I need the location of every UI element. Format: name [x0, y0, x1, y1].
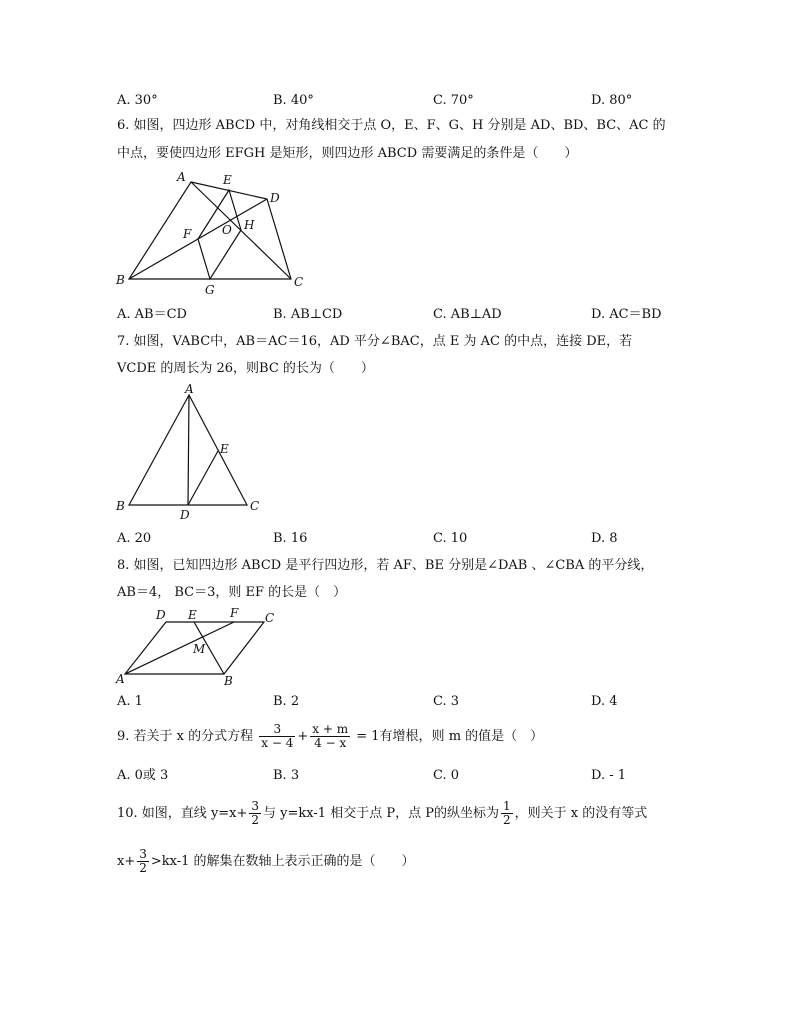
q9-option-a[interactable]: A. 0或 3 — [117, 768, 169, 783]
q6-label-a: A — [177, 170, 186, 184]
q7-label-e: E — [220, 442, 229, 456]
q7-segment-de — [188, 451, 218, 505]
q8-label-e: E — [188, 608, 197, 622]
q10-frac2-num: 1 — [502, 799, 511, 813]
q6-label-f: F — [183, 227, 192, 241]
q8-label-m: M — [193, 642, 206, 656]
q6-text-line2: 中点，要使四边形 EFGH 是矩形，则四边形 ABCD 需要满足的条件是（ ） — [117, 146, 578, 161]
q8-figure — [112, 603, 282, 693]
q7-figure — [110, 383, 270, 523]
q5-option-c[interactable]: C. 70° — [433, 93, 474, 108]
q10-suffix: ，则关于 x 的没有等式 — [514, 806, 648, 821]
q8-option-a[interactable]: A. 1 — [117, 694, 143, 709]
q10-line2-fraction — [137, 848, 149, 875]
q7-text-line2: VCDE 的周长为 26，则BC 的长为（ ） — [117, 361, 374, 376]
q6-text-line1: 6. 如图，四边形 ABCD 中，对角线相交于点 O，E、F、G、H 分别是 AD、BD、BC、AC 的 — [117, 118, 666, 133]
q9-frac1-den: x − 4 — [261, 736, 294, 750]
q5-option-b[interactable]: B. 40° — [273, 93, 314, 108]
q10-line2-frac-num: 3 — [139, 847, 147, 861]
q10-prefix: 10. 如图，直线 y=x+ — [117, 806, 248, 821]
q9-option-b[interactable]: B. 3 — [273, 768, 300, 783]
q9-plus: + — [297, 729, 309, 744]
q9-frac2-den: 4 − x — [314, 736, 347, 750]
q5-option-a[interactable]: A. 30° — [117, 93, 158, 108]
q9-option-d[interactable]: D. - 1 — [591, 768, 627, 783]
q6-label-b: B — [116, 273, 125, 287]
q5-option-d[interactable]: D. 80° — [591, 93, 633, 108]
q8-text-line1: 8. 如图，已知四边形 ABCD 是平行四边形，若 AF、BE 分别是∠DAB 、∠CBA 的平分线， — [117, 558, 654, 573]
q8-label-c: C — [265, 611, 275, 625]
q6-option-c[interactable]: C. AB⊥AD — [433, 307, 502, 322]
q8-option-b[interactable]: B. 2 — [273, 694, 300, 709]
q10-text-line1 — [117, 797, 647, 831]
q9-option-c[interactable]: C. 0 — [433, 768, 460, 783]
q6-option-d[interactable]: D. AC＝BD — [591, 307, 662, 322]
q7-label-c: C — [250, 499, 260, 513]
q7-label-b: B — [116, 499, 125, 513]
q6-label-h: H — [244, 218, 255, 232]
q8-label-d: D — [156, 608, 166, 622]
q8-label-f: F — [230, 606, 239, 620]
q7-label-a: A — [185, 382, 194, 396]
q6-label-c: C — [294, 275, 304, 289]
q6-label-o: O — [222, 223, 232, 237]
q10-frac-den: 2 — [251, 813, 260, 827]
q8-label-a: A — [116, 672, 125, 686]
q6-option-b[interactable]: B. AB⊥CD — [273, 307, 343, 322]
q9-fraction-2 — [310, 723, 350, 750]
q9-suffix: = 1有增根，则 m 的值是（ ） — [356, 729, 544, 744]
q8-option-c[interactable]: C. 3 — [433, 694, 460, 709]
q10-text-line2 — [117, 845, 415, 879]
q8-text-line2: AB＝4， BC＝3，则 EF 的长是（ ） — [117, 585, 347, 600]
q10-fraction-1 — [249, 800, 261, 827]
q7-label-d: D — [180, 508, 190, 522]
q6-label-d: D — [270, 191, 280, 205]
q6-quad-efgh — [198, 190, 241, 279]
q8-label-b: B — [224, 674, 233, 688]
q7-option-b[interactable]: B. 16 — [273, 531, 308, 546]
q7-text-line1: 7. 如图，VABC中，AB＝AC＝16，AD 平分∠BAC，点 E 为 AC 的中点，连接 DE，若 — [117, 334, 633, 349]
q9-frac2-num: x + m — [312, 722, 349, 736]
q6-option-a[interactable]: A. AB＝CD — [117, 307, 187, 322]
q7-option-d[interactable]: D. 8 — [591, 531, 618, 546]
q9-fraction-1 — [259, 723, 295, 750]
q10-line2-frac-den: 2 — [139, 861, 147, 875]
q10-line2-suffix: >kx-1 的解集在数轴上表示正确的是（ ） — [150, 854, 415, 869]
q9-frac1-num: 3 — [259, 723, 295, 737]
q9-text — [117, 719, 543, 755]
q7-option-a[interactable]: A. 20 — [117, 531, 152, 546]
q6-label-e: E — [223, 173, 232, 187]
q6-figure — [110, 168, 320, 298]
q7-segment-ad — [188, 395, 189, 505]
q8-bisector-af — [125, 622, 234, 674]
q6-label-g: G — [205, 283, 215, 297]
q9-prefix: 9. 若关于 x 的分式方程 — [117, 729, 254, 744]
q7-option-c[interactable]: C. 10 — [433, 531, 468, 546]
q10-frac2-den: 2 — [502, 813, 511, 827]
q10-frac-num: 3 — [251, 799, 260, 813]
q10-middle: 与 y=kx-1 相交于点 P，点 P的纵坐标为 — [263, 806, 499, 821]
q10-line2-prefix: x+ — [117, 854, 136, 869]
q10-fraction-2 — [501, 800, 513, 827]
q8-option-d[interactable]: D. 4 — [591, 694, 618, 709]
